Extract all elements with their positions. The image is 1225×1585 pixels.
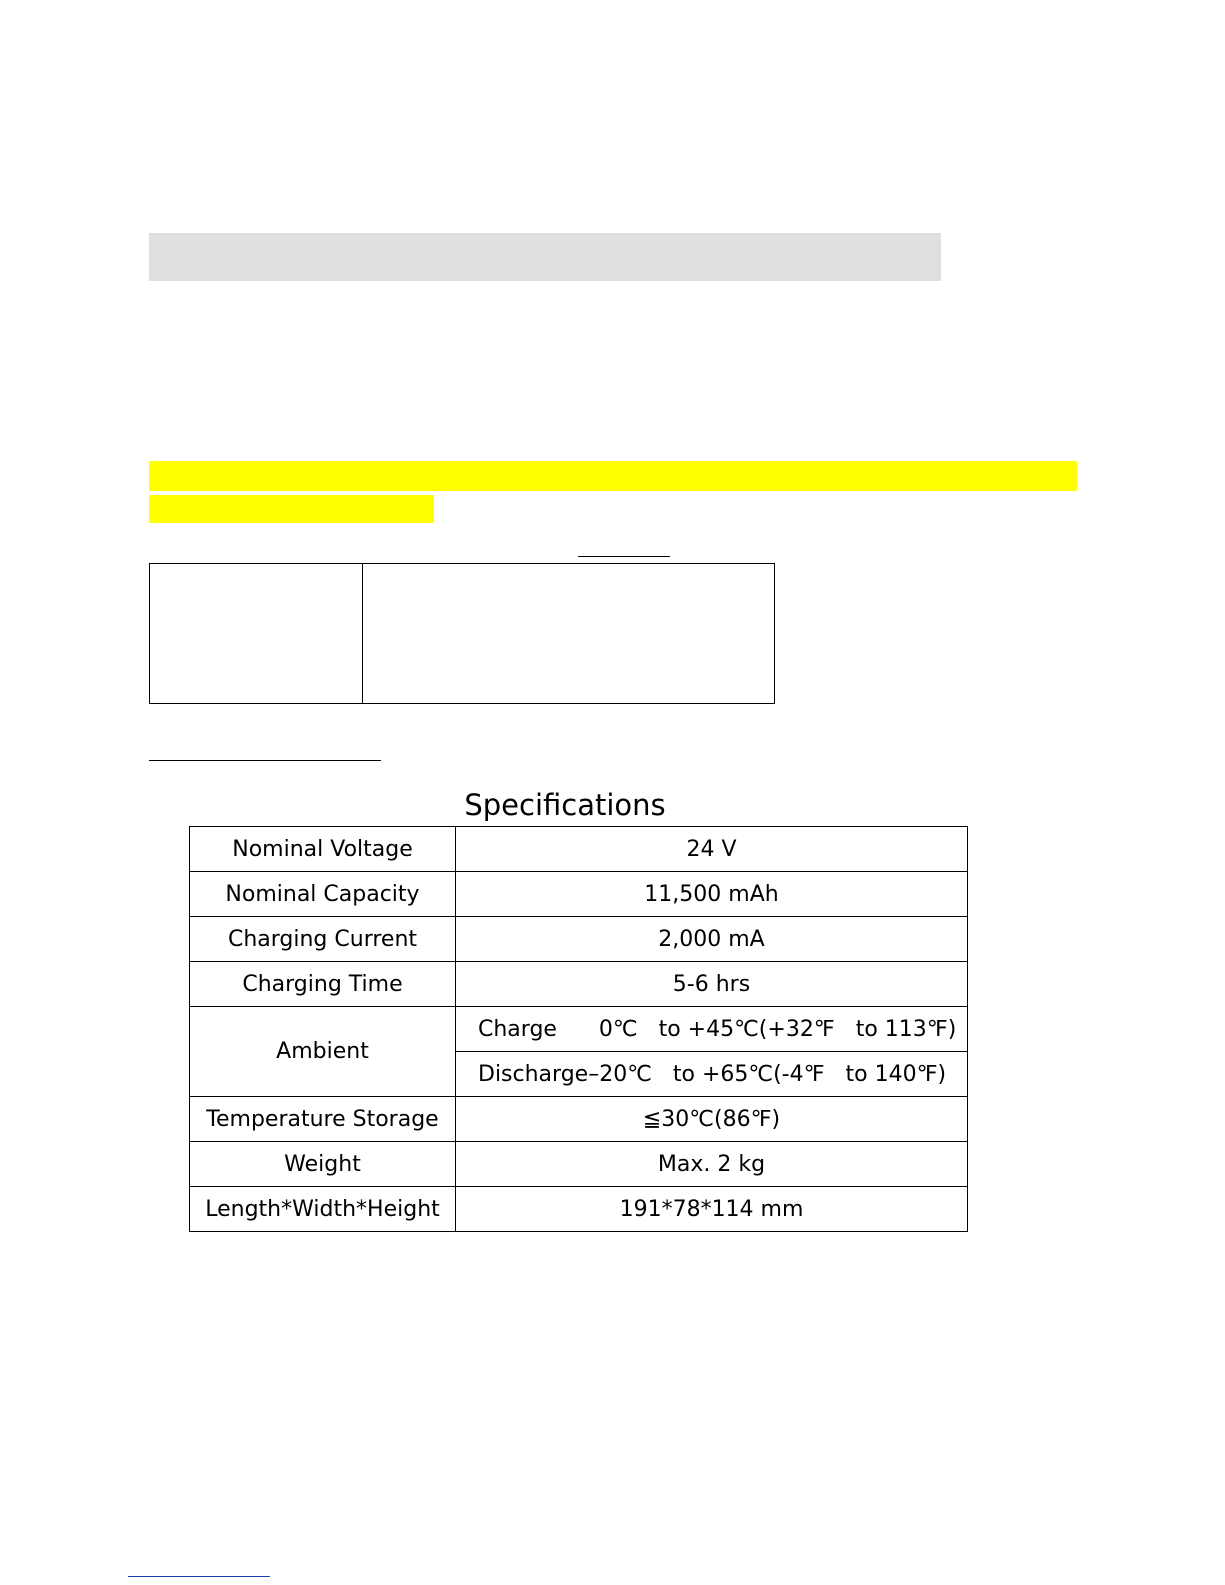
empty-info-box (149, 563, 775, 704)
spec-label: Nominal Capacity (190, 872, 456, 917)
spec-value: 24 V (456, 827, 968, 872)
specifications-title: Specifications (464, 788, 666, 822)
spec-label: Length*Width*Height (190, 1187, 456, 1232)
table-row (190, 1007, 968, 1052)
spec-value-charge: Charge 0℃ to +45℃(+32℉ to 113℉) (456, 1007, 968, 1052)
spec-value: 5-6 hrs (456, 962, 968, 1007)
highlighted-line-2 (149, 495, 434, 523)
spec-value: 11,500 mAh (456, 872, 968, 917)
table-row (190, 1097, 968, 1142)
underline-mark (578, 556, 670, 557)
spec-value-discharge: Discharge–20℃ to +65℃(-4℉ to 140℉) (456, 1052, 968, 1097)
table-row (190, 827, 968, 872)
table-row (190, 917, 968, 962)
table-row (190, 1187, 968, 1232)
highlighted-line-1 (149, 461, 1077, 491)
table-row (190, 1142, 968, 1187)
footer-link-underline[interactable] (128, 1576, 270, 1577)
spec-value: 2,000 mA (456, 917, 968, 962)
specifications-table (189, 826, 968, 1232)
section-heading-underline (149, 760, 381, 761)
spec-label: Weight (190, 1142, 456, 1187)
spec-label: Charging Current (190, 917, 456, 962)
spec-label: Ambient (190, 1007, 456, 1097)
spec-label: Temperature Storage (190, 1097, 456, 1142)
spec-value: Max. 2 kg (456, 1142, 968, 1187)
spec-value: ≦30℃(86℉) (456, 1097, 968, 1142)
spec-label: Charging Time (190, 962, 456, 1007)
empty-info-box-divider (362, 563, 363, 704)
spec-value: 191*78*114 mm (456, 1187, 968, 1232)
spec-label: Nominal Voltage (190, 827, 456, 872)
table-row (190, 962, 968, 1007)
redacted-gray-bar (149, 233, 941, 281)
table-row (190, 872, 968, 917)
